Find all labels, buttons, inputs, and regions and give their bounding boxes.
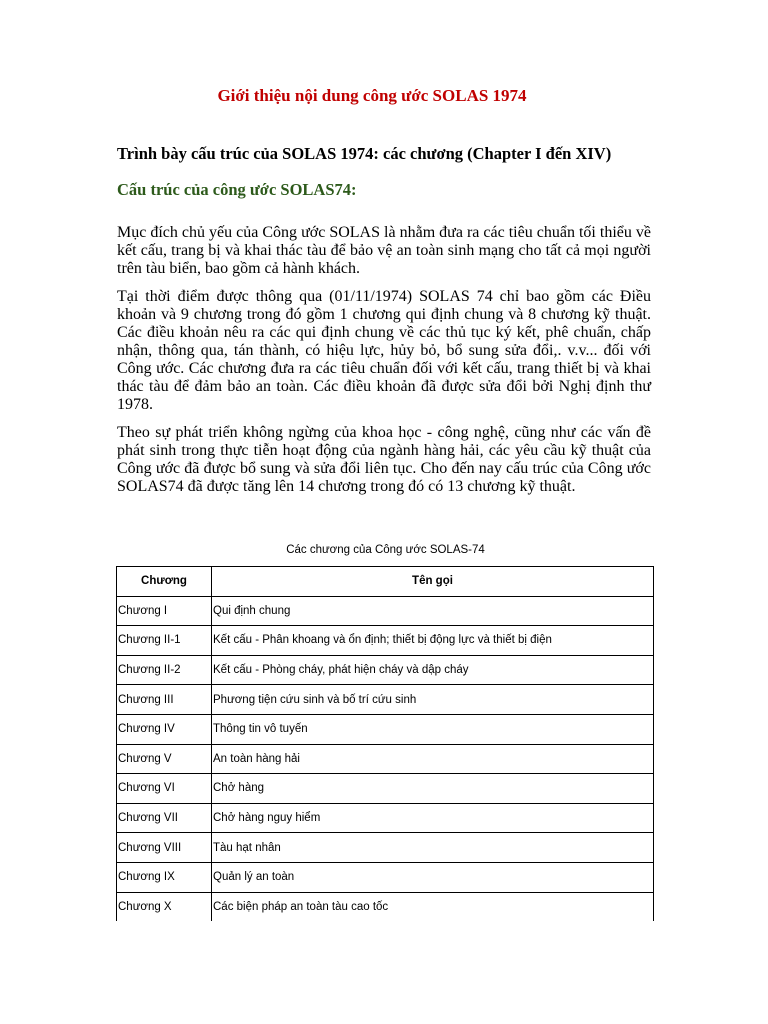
cell-chapter: Chương IX bbox=[117, 862, 212, 892]
table-row bbox=[117, 596, 654, 626]
table-row bbox=[117, 626, 654, 656]
chapters-table bbox=[116, 566, 654, 921]
table-caption: Các chương của Công ước SOLAS-74 bbox=[286, 544, 485, 556]
cell-name: Quản lý an toàn bbox=[212, 862, 654, 892]
cell-chapter: Chương III bbox=[117, 685, 212, 715]
cell-name: Các biện pháp an toàn tàu cao tốc bbox=[212, 892, 654, 921]
table-row bbox=[117, 744, 654, 774]
cell-chapter: Chương V bbox=[117, 744, 212, 774]
table-row bbox=[117, 803, 654, 833]
cell-name: Kết cấu - Phân khoang và ổn định; thiết bị động lực và thiết bị điện bbox=[212, 626, 654, 656]
table-row bbox=[117, 685, 654, 715]
cell-name: Tàu hạt nhân bbox=[212, 833, 654, 863]
document-title: Giới thiệu nội dung công ước SOLAS 1974 bbox=[217, 86, 527, 105]
paragraph-2: Tại thời điểm được thông qua (01/11/1974) SOLAS 74 chỉ bao gồm các Điều khoản và 9 chương trong đó gồm 1 chương qui định chung và 8 chương kỹ thuật. Các điều khoản nêu ra các qui định chung về các thủ tục ký kết, phê chuẩn, chấp nhận, thông qua, tán thành, có hiệu lực, hủy bỏ, bổ sung sửa đổi,. v.v... đối với Công ước. Các chương đưa ra các tiêu chuẩn đối với kết cấu, trang thiết bị và khai thác tàu để đảm bảo an toàn. Các điều khoản đã được sửa đổi bởi Nghị định thư 1978. bbox=[117, 288, 651, 413]
table-row bbox=[117, 655, 654, 685]
cell-chapter: Chương VII bbox=[117, 803, 212, 833]
paragraph-3: Theo sự phát triển không ngừng của khoa học - công nghệ, cũng như các vấn đề phát sinh trong thực tiễn hoạt động của ngành hàng hải, các yêu cầu kỹ thuật của Công ước đã được bổ sung và sửa đổi liên tục. Cho đến nay cấu trúc của Công ước SOLAS74 đã được tăng lên 14 chương trong đó có 13 chương kỹ thuật. bbox=[117, 424, 651, 495]
cell-name: Thông tin vô tuyến bbox=[212, 714, 654, 744]
document-subtitle: Trình bày cấu trúc của SOLAS 1974: các chương (Chapter I đến XIV) bbox=[117, 144, 612, 163]
table-row bbox=[117, 714, 654, 744]
cell-chapter: Chương VIII bbox=[117, 833, 212, 863]
cell-name: Phương tiện cứu sinh và bố trí cứu sinh bbox=[212, 685, 654, 715]
table-row bbox=[117, 833, 654, 863]
cell-name: Chở hàng bbox=[212, 774, 654, 804]
paragraph-1: Mục đích chủ yếu của Công ước SOLAS là nhằm đưa ra các tiêu chuẩn tối thiểu về kết cấu, trang bị và khai thác tàu để bảo vệ an toàn sinh mạng cho tất cả mọi người trên tàu biển, bao gồm cả hành khách. bbox=[117, 224, 651, 277]
cell-name: Chở hàng nguy hiểm bbox=[212, 803, 654, 833]
header-chapter: Chương bbox=[117, 567, 212, 597]
table-header-row bbox=[117, 567, 654, 597]
cell-chapter: Chương X bbox=[117, 892, 212, 921]
cell-name: Kết cấu - Phòng cháy, phát hiện cháy và dập cháy bbox=[212, 655, 654, 685]
table-row bbox=[117, 892, 654, 921]
table-row bbox=[117, 862, 654, 892]
cell-chapter: Chương IV bbox=[117, 714, 212, 744]
cell-name: An toàn hàng hải bbox=[212, 744, 654, 774]
body-text bbox=[117, 224, 651, 506]
section-heading: Cấu trúc của công ước SOLAS74: bbox=[117, 180, 357, 199]
cell-chapter: Chương I bbox=[117, 596, 212, 626]
cell-name: Qui định chung bbox=[212, 596, 654, 626]
header-name: Tên gọi bbox=[212, 567, 654, 597]
table-row bbox=[117, 774, 654, 804]
cell-chapter: Chương II-1 bbox=[117, 626, 212, 656]
cell-chapter: Chương VI bbox=[117, 774, 212, 804]
cell-chapter: Chương II-2 bbox=[117, 655, 212, 685]
